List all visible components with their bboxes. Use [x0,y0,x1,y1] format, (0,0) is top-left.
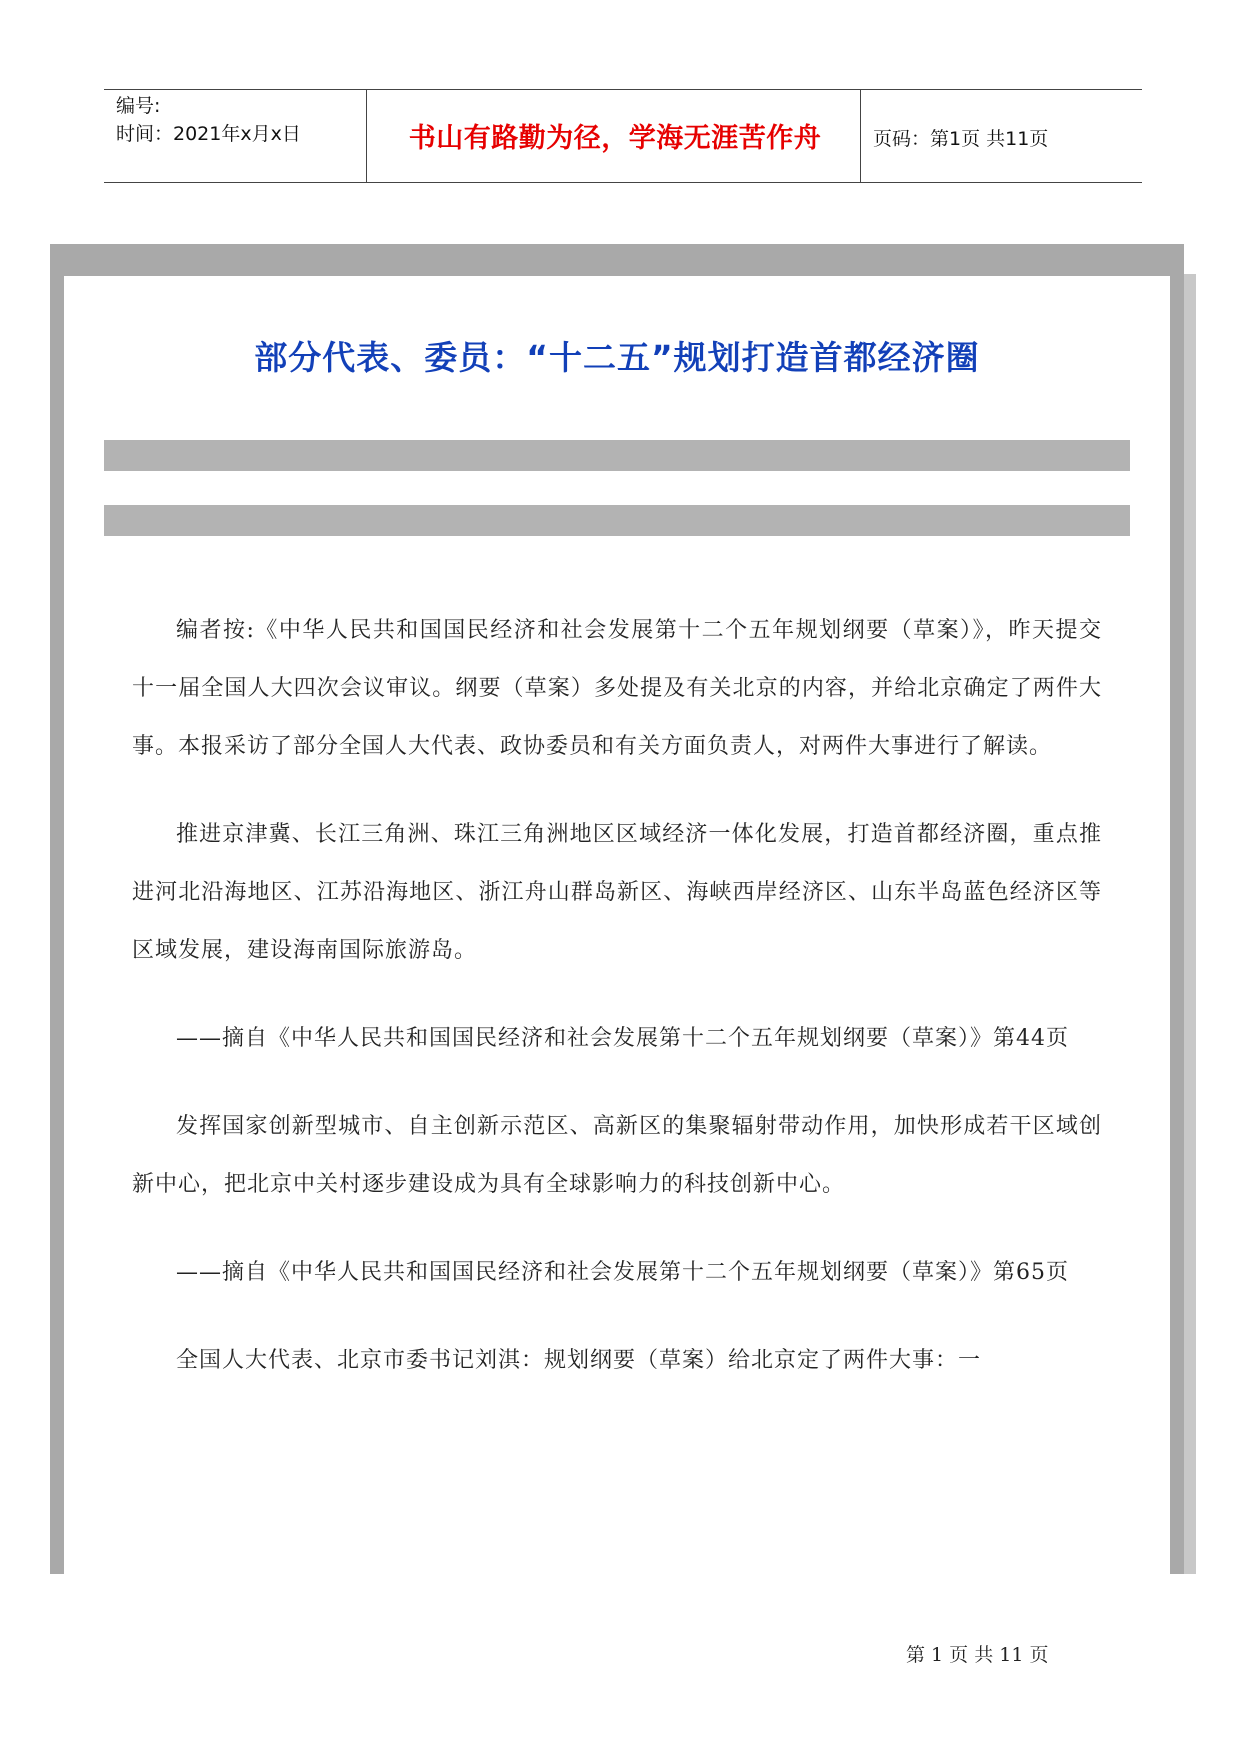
header-top-rule [104,89,1142,90]
paragraph-quote-2: 发挥国家创新型城市、自主创新示范区、高新区的集聚辐射带动作用，加快形成若干区域创新中心，把北京中关村逐步建设成为具有全球影响力的科技创新中心。 [132,1114,1102,1197]
footer-page-number: 第 1 页 共 11 页 [906,1644,1049,1666]
paragraph-source-1: ——摘自《中华人民共和国国民经济和社会发展第十二个五年规划纲要（草案）》第44页 [176,1026,1069,1051]
paragraph-editor-note: 编者按:《中华人民共和国国民经济和社会发展第十二个五年规划纲要（草案）》，昨天提交十一届全国人大四次会议审议。纲要（草案）多处提及有关北京的内容，并给北京确定了两件大事。本报采访了部分全国人大代表、政协委员和有关方面负责人，对两件大事进行了解读。 [132,618,1102,759]
paragraph-interview: 全国人大代表、北京市委书记刘淇：规划纲要（草案）给北京定了两件大事：一 [176,1348,982,1373]
article-body [132,602,1102,1390]
paragraph-source-2: ——摘自《中华人民共和国国民经济和社会发展第十二个五年规划纲要（草案）》第65页 [176,1260,1069,1285]
number-label: 编号: [116,95,161,117]
header-page-label: 页码：第1页 共11页 [873,128,1049,150]
header-divider-2 [860,89,861,183]
divider-bar-2 [104,505,1130,536]
paragraph-quote-1: 推进京津冀、长江三角洲、珠江三角洲地区区域经济一体化发展，打造首都经济圈，重点推进河北沿海地区、江苏沿海地区、浙江舟山群岛新区、海峡西岸经济区、山东半岛蓝色经济区等区域发展，建设海南国际旅游岛。 [132,822,1102,963]
header-meta [116,92,301,148]
divider-bar-1 [104,440,1130,471]
header-divider-1 [366,89,367,183]
article-title: 部分代表、委员：“十二五”规划打造首都经济圈 [254,338,980,377]
header-bottom-rule [104,182,1142,183]
time-label: 时间：2021年x月x日 [116,123,301,145]
header-motto: 书山有路勤为径，学海无涯苦作舟 [408,123,822,154]
